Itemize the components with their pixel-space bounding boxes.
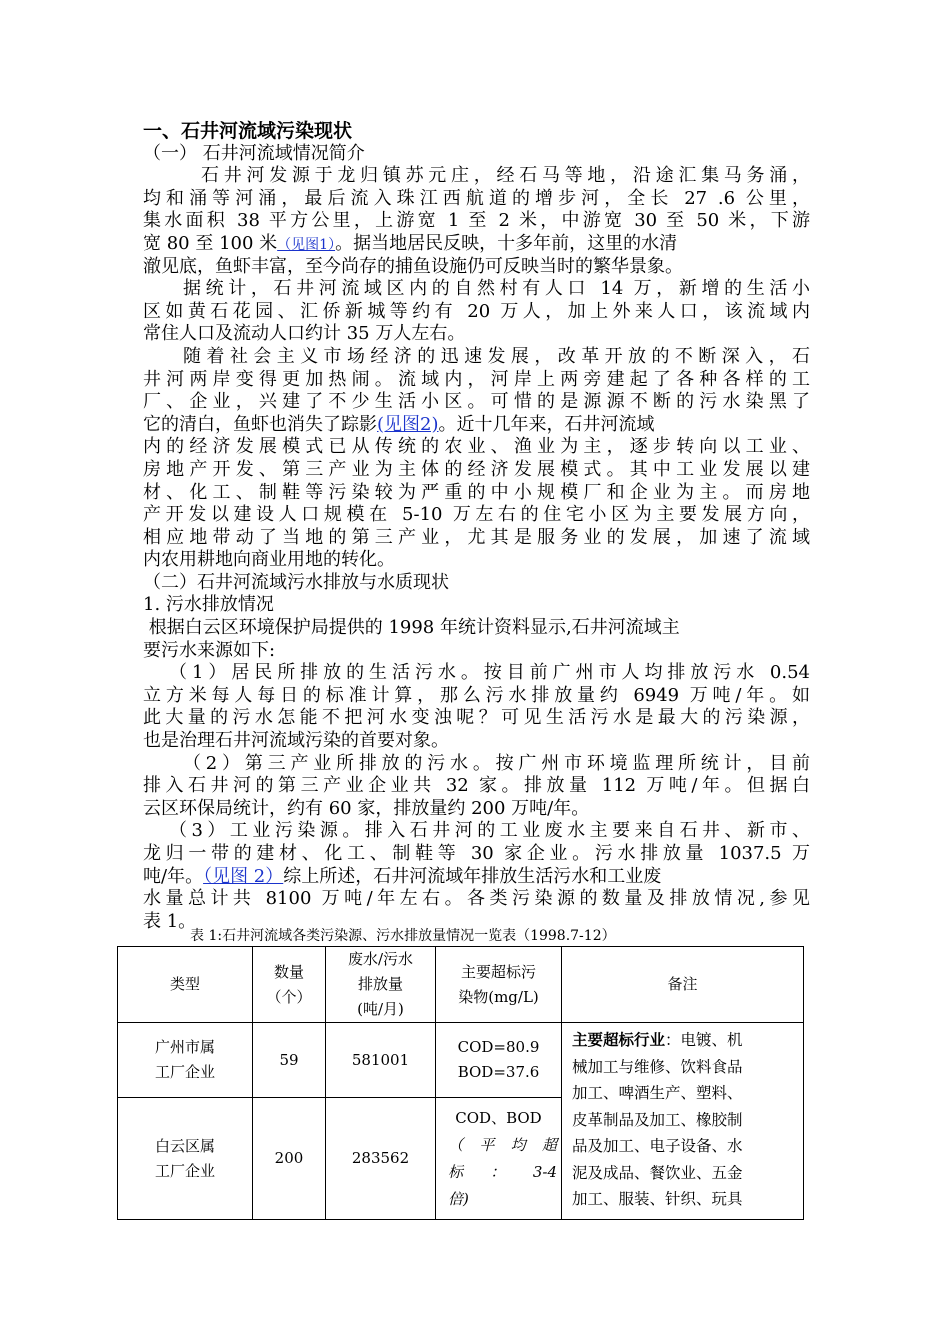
- header-type: 类型: [118, 947, 253, 1023]
- subsection-heading-2: （二）石井河流域污水排放与水质现状: [143, 571, 449, 593]
- paragraph-domestic: （1）居民所排放的生活污水。按目前广州市人均排放污水 0.54 立方米每人每日的标准计算，那么污水排放量约 6949 万吨/年。如 此大量的污水怎能不把河水变浊呢？可见生活污水是最大的污染源， 也是治理石井河流域污染的首要对象。: [143, 662, 810, 752]
- paragraph-population: 据统计，石井河流域区内的自然村有人口 14 万，新增的生活小 区如黄石花园、汇侨新城等约有 20 万人，加上外来人口，该流域内 常住人口及流动人口约计 35 万人左右。: [143, 278, 810, 345]
- paragraph-development: 随着社会主义市场经济的迅速发展，改革开放的不断深入，石 井河两岸变得更加热闹。流域内，河岸上两旁建起了各种各样的工 厂、企业，兴建了不少生活小区。可惜的是源源不断的污水染黑了 它的清白，鱼虾也消失了踪影(见图2)。近十几年来，石井河流域 内的经济发展模式已从传统的农业、渔业为主，逐步转向以工业、 房地产开发、第三产业为主体的经济发展模式。其中工业发展以建 材、化工、制鞋等污染较为严重的中小规模厂和企业为主。而房地 产开发以建设人口规模在 5-10 万左右的住宅小区为主要发展方向， 相应地带动了当地的第三产业，尤其是服务业的发展，加速了流域 内农用耕地向商业用地的转化。: [143, 345, 810, 571]
- table-row: 白云区属 工厂企业 200 283562 COD、BOD （ 平 均 超 标 ： 3-4 倍): [118, 1098, 804, 1220]
- header-note: 备注: [562, 947, 804, 1023]
- table-row: 广州市属 工厂企业 59 581001 COD=80.9 BOD=37.6 主要超标行业：电镀、机 械加工与维修、饮料食品 加工、啤酒生产、塑料、 皮革制品及加工、橡胶制 品及加工、电子设备、水 泥及成品、餐饮业、五金 加工、服装、针织、玩具: [118, 1023, 804, 1098]
- paragraph-sources-intro: 根据白云区环境保护局提供的 1998 年统计资料显示,石井河流域主 要污水来源如下:: [143, 617, 680, 661]
- paragraph-overview: 石井河发源于龙归镇苏元庄，经石马等地，沿途汇集马务涌， 均和涌等河涌，最后流入珠江西航道的增步河，全长 27 .6 公里， 集水面积 38 平方公里，上游宽 1 至 2 米，中游宽 30 至 50 米，下游 宽 80 至 100 米（见图1）。据当地居民反映，十多年前，这里的水清 澈见底，鱼虾丰富，至今尚存的捕鱼设施仍可反映当时的繁华景象。: [143, 165, 810, 277]
- figure-1-link[interactable]: （见图1）: [277, 236, 336, 253]
- section-heading: 一、石井河流域污染现状: [143, 120, 353, 142]
- header-water: 废水/污水 排放量 (吨/月): [326, 947, 436, 1023]
- note-cell: 主要超标行业：电镀、机 械加工与维修、饮料食品 加工、啤酒生产、塑料、 皮革制品及加工、橡胶制 品及加工、电子设备、水 泥及成品、餐饮业、五金 加工、服装、针织、玩具: [562, 1023, 804, 1220]
- table-caption: 表 1:石井河流域各类污染源、污水排放量情况一览表（1998.7-12）: [190, 928, 616, 944]
- header-pollutant: 主要超标污 染物(mg/L): [436, 947, 562, 1023]
- figure-2-link[interactable]: (见图2): [377, 413, 439, 435]
- subsection-heading: （一） 石井河流域情况简介: [143, 142, 365, 164]
- paragraph-tertiary: （2）第三产业所排放的污水。按广州市环境监理所统计，目前 排入石井河的第三产业企业共 32 家。排放量 112 万吨/年。但据白 云区环保局统计，约有 60 家，排放量约 200 万吨/年。: [143, 752, 810, 819]
- figure-2-link-b[interactable]: （见图 2）: [203, 865, 284, 887]
- subsection-heading-3: 1. 污水排放情况: [143, 594, 274, 616]
- table-header-row: [118, 947, 804, 1023]
- pollution-table: [117, 946, 804, 1220]
- paragraph-industrial: （3）工业污染源。排入石井河的工业废水主要来自石井、新市、 龙归一带的建材、化工、制鞋等 30 家企业。污水排放量 1037.5 万 吨/年。（见图 2）综上所述，石井河流域年排放生活污水和工业废 水量总计共 8100 万吨/年左右。各类污染源的数量及排放情况,参见 表 1。: [143, 820, 810, 932]
- header-count: 数量 （个）: [253, 947, 326, 1023]
- document-body: [143, 120, 810, 933]
